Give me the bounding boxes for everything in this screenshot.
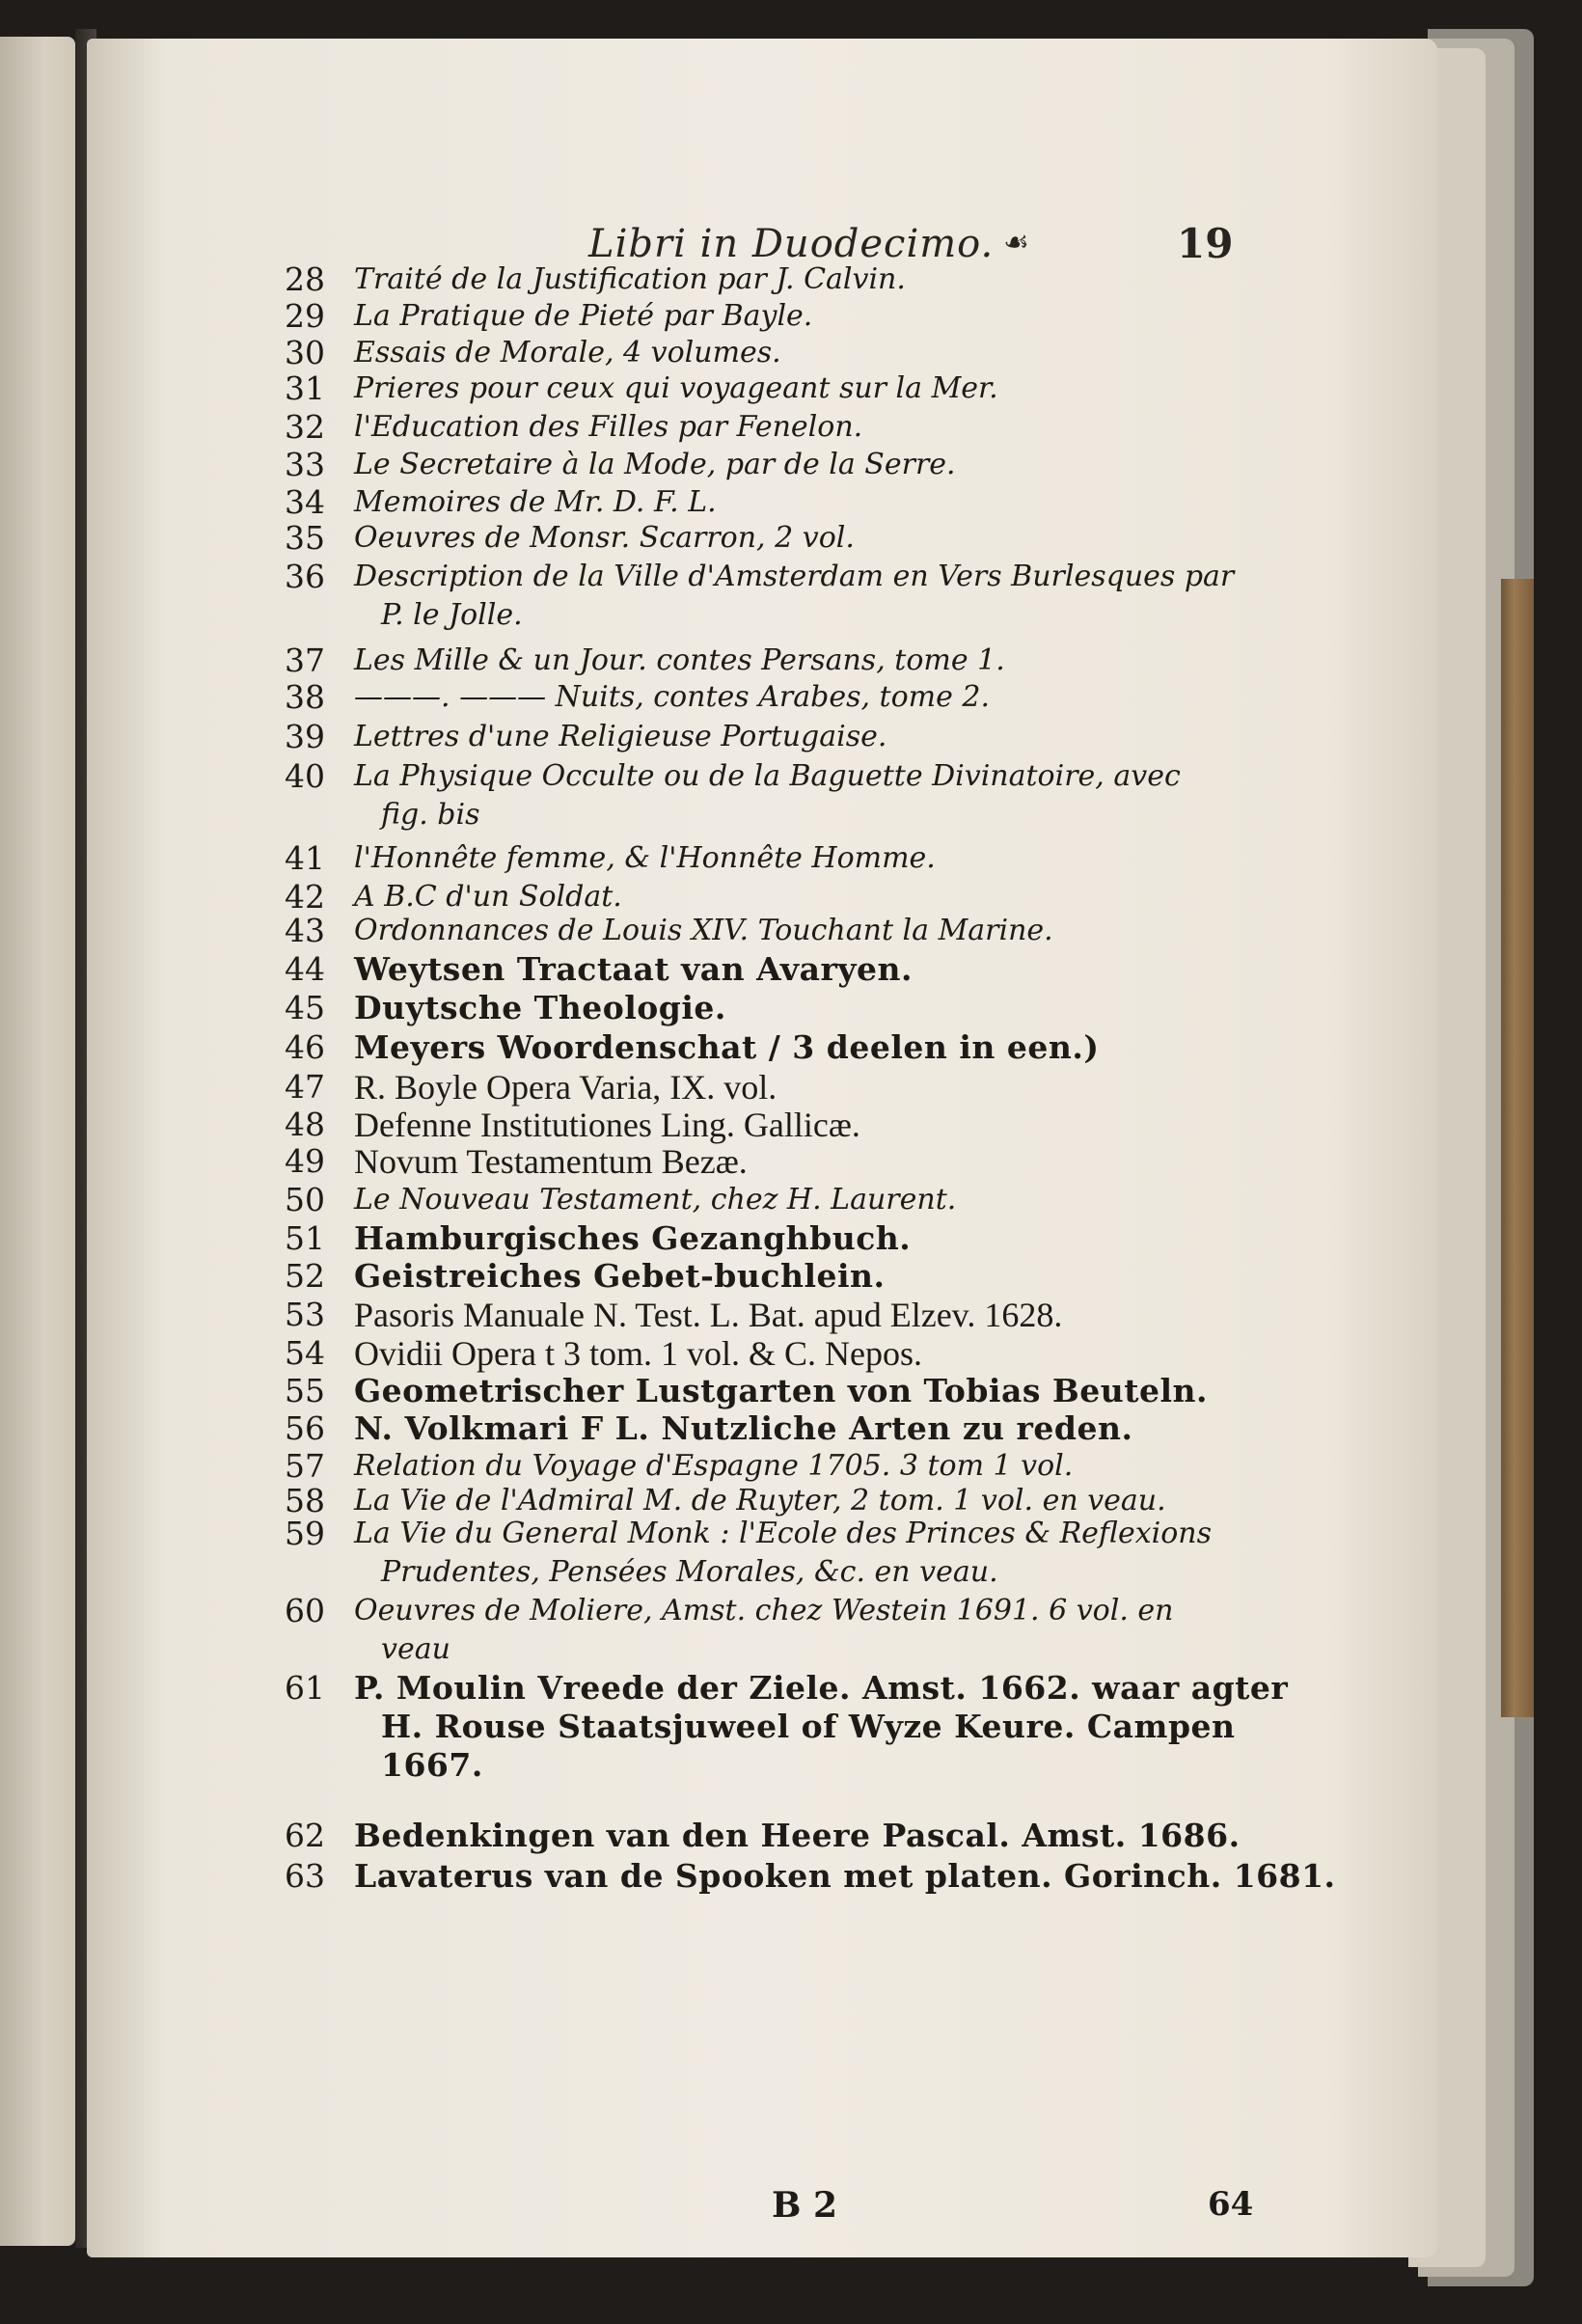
entry-number: 55 (285, 1372, 325, 1409)
entry-continuation: H. Rouse Staatsjuweel of Wyze Keure. Campen (381, 1708, 1236, 1745)
bookmark-ribbon (1501, 579, 1534, 1717)
entry-number: 39 (285, 718, 325, 755)
entry-continuation: 1667. (381, 1746, 483, 1784)
entry-number: 56 (285, 1409, 325, 1447)
entry-continuation: veau (381, 1632, 450, 1666)
entry-number: 38 (285, 678, 325, 716)
entry-number: 63 (285, 1857, 325, 1895)
entry-number: 59 (285, 1515, 325, 1552)
entry-number: 41 (285, 839, 325, 877)
list-item (285, 1515, 1307, 1589)
entry-number: 47 (285, 1068, 325, 1106)
entry-number: 46 (285, 1028, 325, 1066)
entry-number: 62 (285, 1817, 325, 1854)
entry-title: La Vie de l'Admiral M. de Ruyter, 2 tom. 1 vol. en veau. (354, 1484, 1166, 1517)
entry-title: Memoires de Mr. D. F. L. (354, 485, 717, 519)
entry-title: Les Mille & un Jour. contes Persans, tome 1. (354, 643, 1005, 677)
entry-number: 28 (285, 260, 325, 298)
signature-mark: B 2 (772, 2185, 838, 2226)
entry-number: 43 (285, 912, 325, 949)
catchword: 64 (1208, 2185, 1254, 2224)
ornament-icon: ☙ (1003, 226, 1029, 260)
entry-title: Description de la Ville d'Amsterdam en Vers Burlesques par (354, 560, 1235, 593)
entry-number: 33 (285, 446, 325, 483)
entry-number: 44 (285, 950, 325, 988)
entry-number: 32 (285, 408, 325, 446)
entry-title: Ovidii Opera t 3 tom. 1 vol. & C. Nepos. (354, 1334, 922, 1373)
entry-title: Weytsen Tractaat van Avaryen. (354, 950, 913, 988)
entry-title: Le Nouveau Testament, chez H. Laurent. (354, 1183, 957, 1217)
list-item (285, 757, 1307, 832)
entry-title: Ordonnances de Louis XIV. Touchant la Marine. (354, 914, 1053, 947)
entry-number: 50 (285, 1181, 325, 1218)
entry-title: Le Secretaire à la Mode, par de la Serre. (354, 448, 956, 481)
entry-title: ———. ——— Nuits, contes Arabes, tome 2. (354, 680, 991, 714)
running-title: Libri in Duodecimo. (588, 222, 995, 266)
entry-number: 54 (285, 1334, 325, 1372)
entry-title: Geometrischer Lustgarten von Tobias Beuteln. (354, 1372, 1209, 1409)
entry-title: Novum Testamentum Bezæ. (354, 1142, 748, 1181)
entry-number: 29 (285, 297, 325, 335)
entry-number: 57 (285, 1447, 325, 1485)
entry-number: 36 (285, 558, 325, 595)
entry-title: La Vie du General Monk : l'Ecole des Princes & Reflexions (354, 1517, 1212, 1550)
page-number: 19 (1177, 220, 1234, 267)
entry-title: Meyers Woordenschat / 3 deelen in een.) (354, 1028, 1100, 1066)
entry-continuation: fig. bis (381, 798, 480, 832)
entry-number: 34 (285, 483, 325, 521)
entry-number: 42 (285, 878, 325, 916)
entry-title: Geistreiches Gebet-buchlein. (354, 1257, 886, 1295)
entry-continuation: P. le Jolle. (381, 598, 523, 632)
entry-title: l'Honnête femme, & l'Honnête Homme. (354, 841, 936, 875)
list-item (285, 1592, 1307, 1666)
list-item (285, 558, 1307, 632)
entry-number: 51 (285, 1219, 325, 1257)
entry-title: Hamburgisches Gezanghbuch. (354, 1219, 912, 1257)
entry-title: Duytsche Theologie. (354, 989, 726, 1026)
entry-number: 58 (285, 1482, 325, 1519)
entry-title: La Physique Occulte ou de la Baguette Divinatoire, avec (354, 759, 1181, 793)
entry-title: Prieres pour ceux qui voyageant sur la Mer. (354, 371, 998, 405)
entry-title: l'Education des Filles par Fenelon. (354, 410, 863, 444)
list-item (285, 1669, 1307, 1784)
entry-number: 45 (285, 989, 325, 1026)
entry-number: 61 (285, 1669, 325, 1707)
entry-number: 35 (285, 519, 325, 557)
entry-number: 48 (285, 1106, 325, 1143)
entry-number: 37 (285, 642, 325, 679)
entry-title: Pasoris Manuale N. Test. L. Bat. apud Elzev. 1628. (354, 1296, 1063, 1334)
left-page-edge (0, 37, 75, 2246)
entry-title: Bedenkingen van den Heere Pascal. Amst. 1686. (354, 1817, 1241, 1854)
entry-title: Relation du Voyage d'Espagne 1705. 3 tom 1 vol. (354, 1449, 1074, 1483)
entry-number: 40 (285, 757, 325, 795)
entry-number: 30 (285, 334, 325, 371)
entry-title: La Pratique de Pieté par Bayle. (354, 299, 813, 333)
entry-number: 53 (285, 1296, 325, 1333)
entry-number: 60 (285, 1592, 325, 1629)
entry-title: Traité de la Justification par J. Calvin. (354, 262, 906, 296)
entry-title: R. Boyle Opera Varia, IX. vol. (354, 1068, 777, 1107)
book-page (87, 39, 1437, 2257)
entry-number: 31 (285, 369, 325, 407)
entry-number: 52 (285, 1257, 325, 1295)
entry-title: Lavaterus van de Spooken met platen. Gorinch. 1681. (354, 1857, 1336, 1895)
entry-number: 49 (285, 1142, 325, 1180)
entry-continuation: Prudentes, Pensées Morales, &c. en veau. (381, 1555, 998, 1589)
entry-title: Essais de Morale, 4 volumes. (354, 336, 781, 369)
entry-title: Defenne Institutiones Ling. Gallicæ. (354, 1106, 860, 1144)
entry-title: Oeuvres de Monsr. Scarron, 2 vol. (354, 521, 855, 555)
list-item (285, 1857, 1336, 1911)
entry-title: A B.C d'un Soldat. (354, 880, 622, 914)
entry-title: Oeuvres de Moliere, Amst. chez Westein 1691. 6 vol. en (354, 1594, 1174, 1627)
entry-title: P. Moulin Vreede der Ziele. Amst. 1662. waar agter (354, 1669, 1289, 1707)
entry-title: N. Volkmari F L. Nutzliche Arten zu reden. (354, 1409, 1133, 1447)
entry-title: Lettres d'une Religieuse Portugaise. (354, 720, 887, 753)
